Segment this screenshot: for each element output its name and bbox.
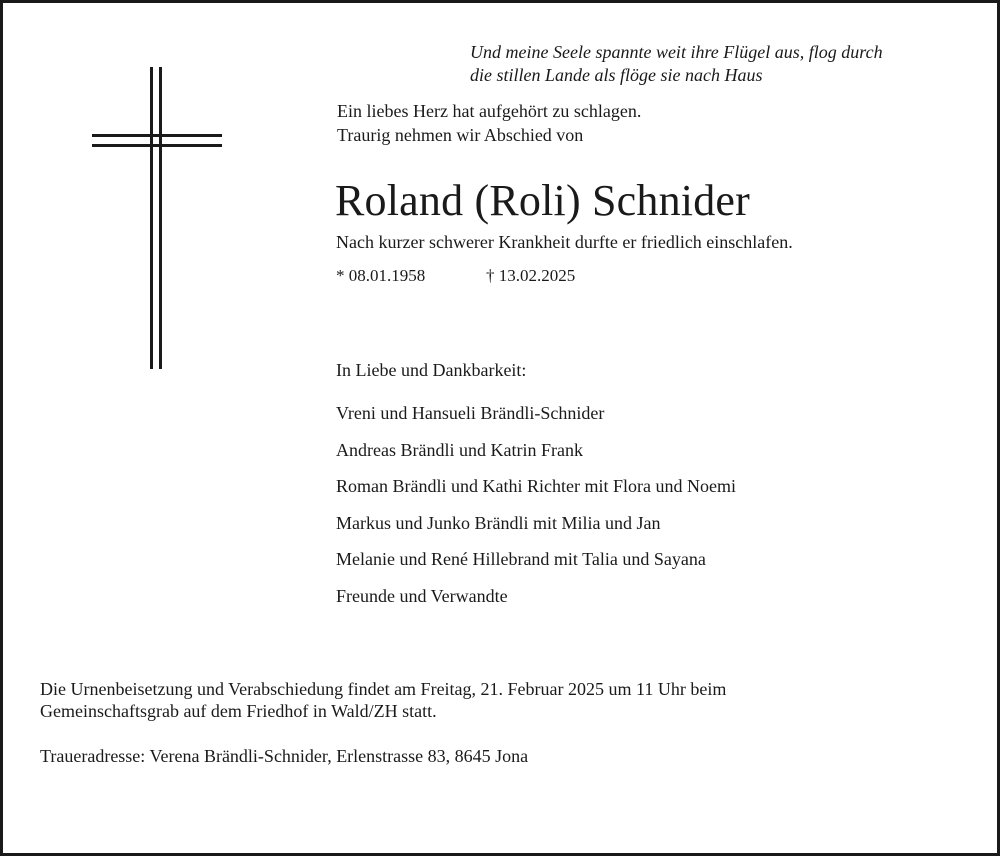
mourning-address: Traueradresse: Verena Brändli-Schnider, Erlenstrasse 83, 8645 Jona [40, 746, 529, 766]
quote-line-1: Und meine Seele spannte weit ihre Flügel aus, flog durch [470, 42, 883, 62]
mourner-item: Vreni und Hansueli Brändli-Schnider [336, 403, 605, 423]
death-date: † 13.02.2025 [486, 266, 576, 285]
deceased-name: Roland (Roli) Schnider [335, 176, 751, 225]
mourner-item: Markus und Junko Brändli mit Milia und Jan [336, 512, 661, 533]
intro-text [337, 99, 641, 147]
mourner-item: Melanie und René Hillebrand mit Talia und Sayana [336, 549, 706, 570]
mourner-item: Freunde und Verwandte [336, 585, 508, 606]
ceremony-info [40, 678, 726, 722]
thanks-heading: In Liebe und Dankbarkeit: [336, 360, 527, 380]
cross-icon [92, 67, 222, 369]
quote-line-2: die stillen Lande als flöge sie nach Haus [470, 65, 763, 85]
birth-date: * 08.01.1958 [336, 266, 426, 285]
memorial-quote [470, 41, 883, 87]
intro-line-2: Traurig nehmen wir Abschied von [337, 125, 584, 145]
mourner-item: Roman Brändli und Kathi Richter mit Flora und Noemi [336, 476, 736, 497]
ceremony-line-1: Die Urnenbeisetzung und Verabschiedung findet am Freitag, 21. Februar 2025 um 11 Uhr beim [40, 679, 727, 699]
mourner-item: Andreas Brändli und Katrin Frank [336, 439, 583, 460]
mourners-list [336, 401, 736, 621]
intro-line-1: Ein liebes Herz hat aufgehört zu schlagen. [337, 101, 642, 121]
deceased-subtitle: Nach kurzer schwerer Krankheit durfte er friedlich einschlafen. [336, 232, 793, 252]
ceremony-line-2: Gemeinschaftsgrab auf dem Friedhof in Wald/ZH statt. [40, 701, 437, 721]
